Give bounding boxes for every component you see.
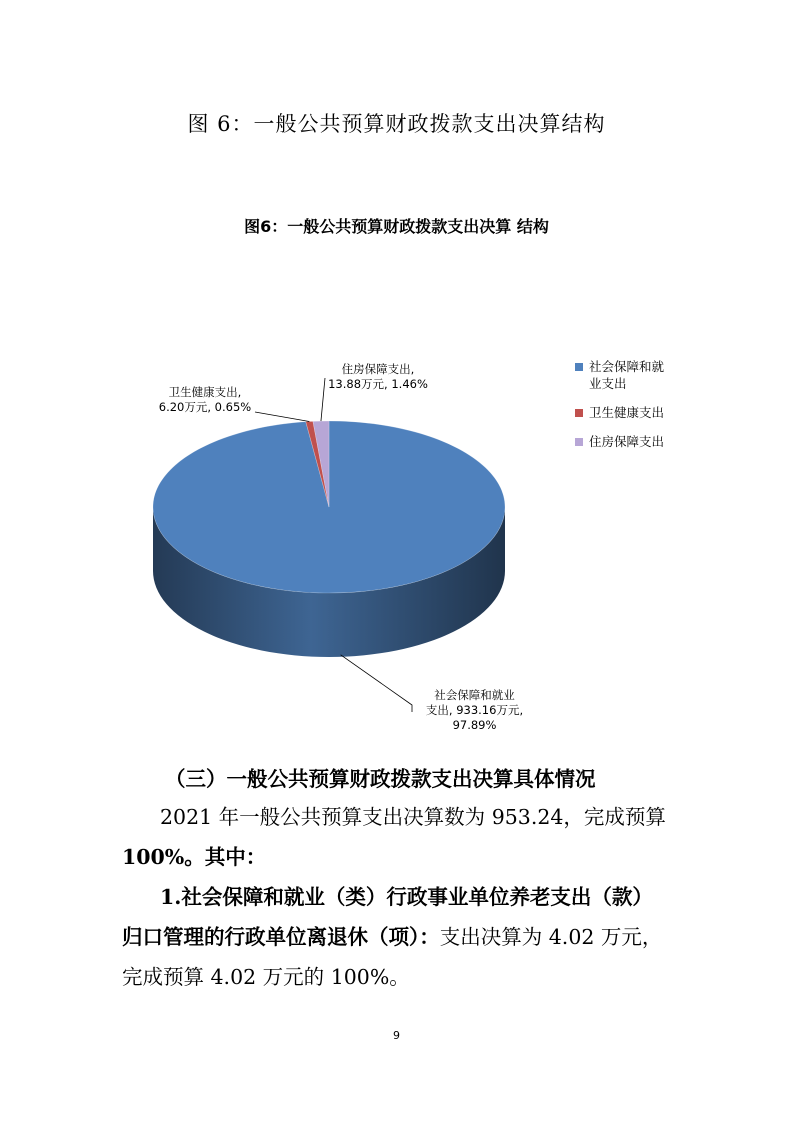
- leader-social: [341, 655, 412, 712]
- paragraph-2-line2: [122, 920, 662, 950]
- paragraph-1-line1: 2021 年一般公共预算支出决算数为 953.24，完成预算: [160, 805, 666, 829]
- label-social-line2: 支出, 933.16万元,: [425, 703, 524, 717]
- paragraph-1-line2: 100%。其中：: [122, 845, 267, 869]
- legend-item-housing: [575, 433, 695, 450]
- chart-legend: [575, 358, 695, 462]
- legend-item-health: [575, 404, 695, 421]
- paragraph-2-bold: 归口管理的行政单位离退休（项）：: [122, 925, 440, 949]
- label-social-line3: 97.89%: [452, 718, 497, 732]
- legend-line: 社会保障和就: [589, 359, 665, 374]
- label-housing-line1: 住房保障支出,: [341, 362, 415, 376]
- legend-line: 业支出: [589, 376, 627, 391]
- label-health: [150, 385, 260, 415]
- label-social-line1: 社会保障和就业: [434, 688, 515, 702]
- paragraph-2-line1: 1.社会保障和就业（类）行政事业单位养老支出（款）: [160, 885, 653, 909]
- label-social: [412, 688, 537, 733]
- page-number: 9: [393, 1029, 400, 1042]
- legend-text: [589, 358, 664, 392]
- legend-swatch: [575, 438, 583, 446]
- legend-item-social: [575, 358, 695, 392]
- label-housing: [318, 362, 438, 392]
- paragraph-2-line3: 完成预算 4.02 万元的 100%。: [122, 965, 410, 989]
- figure-caption: 图 6：一般公共预算财政拨款支出决算结构: [187, 112, 606, 136]
- paragraph-2-rest: 支出决算为 4.02 万元，: [439, 925, 663, 949]
- section-heading: （三）一般公共预算财政拨款支出决算具体情况: [165, 767, 596, 791]
- chart-title: 图6：一般公共预算财政拨款支出决算 结构: [244, 217, 549, 236]
- legend-line: 住房保障支出: [589, 434, 665, 449]
- legend-line: 卫生健康支出: [589, 405, 665, 420]
- legend-swatch: [575, 363, 583, 371]
- label-health-line2: 6.20万元, 0.65%: [158, 400, 252, 414]
- legend-swatch: [575, 409, 583, 417]
- label-housing-line2: 13.88万元, 1.46%: [328, 377, 428, 391]
- label-health-line1: 卫生健康支出,: [168, 385, 242, 399]
- leader-health: [255, 412, 309, 422]
